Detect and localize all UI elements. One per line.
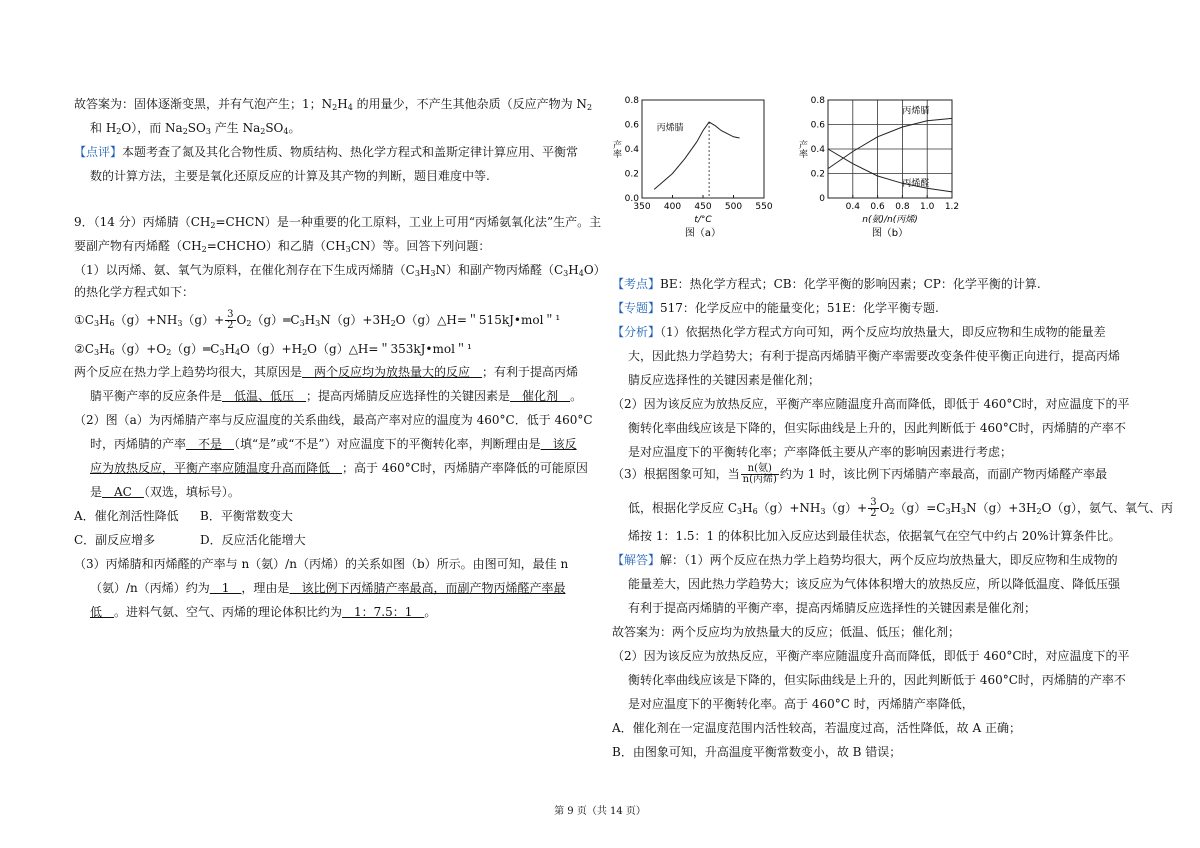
x-axis-label: t/°C xyxy=(694,215,712,225)
fenxi-line-9: 烯按 1：1.5：1 的体积比加入反应达到最佳状态，依据氧气在空气中约占 20%计算条件比。 xyxy=(628,529,1121,543)
q9-line-7: （2）图（a）为丙烯腈产率与反应温度的关系曲线，最高产率对应的温度为 460°C．低于 460°C xyxy=(74,413,593,427)
x-tick-label: 1.2 xyxy=(944,202,960,212)
q9-line-11: （3）丙烯腈和丙烯醛的产率与 n（氨）/n（丙烯）的关系如图（b）所示。由图可知，最佳 n xyxy=(74,557,569,571)
q9-line-12: （氨）/n（丙烯）约为 1 ，理由是 该比例下丙烯腈产率最高，而副产物丙烯醛产率最 xyxy=(90,581,566,595)
q9-line-2: 要副产物有丙烯醛$(CH_2=CHCHO)$和乙腈$(CH_3CN)$等。回答下列问题： xyxy=(74,239,491,254)
fenxi-line-2: 大，因此热力学趋势大；有利于提高丙烯腈平衡产率需要改变条件使平衡正向进行，提高丙烯 xyxy=(628,349,1121,363)
x-tick-label: 0.4 xyxy=(845,202,860,212)
chart-b xyxy=(778,88,978,248)
option-d: D．反应活化能增大 xyxy=(200,533,306,547)
answer-line-1: 故答案为：固体逐渐变黑，并有气泡产生；1；$N_2H_4$ 的用量少，不产生其他杂质（反应产物为 $N_2$ xyxy=(74,97,593,112)
q9-line-10: 是 AC （双选，填标号）。 xyxy=(90,485,240,499)
series-label: 丙烯醛 xyxy=(902,178,930,189)
kaodian-line: 【考点】BE：热化学方程式；CB：化学平衡的影响因素；CP：化学平衡的计算. xyxy=(612,277,1041,291)
y-tick-label: 0.8 xyxy=(810,96,825,106)
fenxi-line-5: 衡转化率曲线应该是下降的，但实际曲线是上升的，因此判断低于 460°C时，丙烯腈的产率不 xyxy=(628,421,1126,435)
fraction: $\frac{3}{2}$ xyxy=(870,497,877,519)
y-tick-label: 0.6 xyxy=(810,120,825,131)
fenxi-line-3: 腈反应选择性的关键因素是催化剂； xyxy=(628,373,821,387)
x-tick-label: 450 xyxy=(694,202,712,212)
y-axis-label: 产率 xyxy=(797,140,807,158)
series-label: 丙烯腈 xyxy=(656,123,684,134)
jieda-line-6: 衡转化率曲线应该是下降的，但实际曲线是上升的，因此判断低于 460°C时，丙烯腈的产率不 xyxy=(628,673,1126,687)
x-axis-label: n(氨)/n(丙烯) xyxy=(862,215,918,225)
jieda-line-9: B．由图象可知，升高温度平衡常数变小，故 B 错误； xyxy=(612,745,902,759)
option-c: C．副反应增多 xyxy=(74,533,156,547)
zhuanti-line: 【专题】517：化学反应中的能量变化；51E：化学平衡专题. xyxy=(612,301,939,315)
y-tick-label: 0.8 xyxy=(624,96,639,106)
x-tick-label: 0.6 xyxy=(870,202,885,212)
answer-line-2: 和 $H_2O$），而 $Na_2SO_3$ 产生 $Na_2SO_4$。 xyxy=(90,121,301,136)
q9-line-5: 两个反应在热力学上趋势均很大，其原因是 两个反应均为放热量大的反应 ；有利于提高丙烯 xyxy=(74,365,579,379)
fenxi-tag: 【分析】 xyxy=(612,325,661,339)
series-line xyxy=(828,118,952,168)
x-tick-label: 1.0 xyxy=(920,202,935,212)
q9-line-1: 9．（14 分）丙烯腈$(CH_2=CHCN)$是一种重要的化工原料，工业上可用“丙烯氨氧化法”生产。主 xyxy=(74,215,602,230)
jieda-line-8: A．催化剂在一定温度范围内活性较高，若温度过高，活性降低，故 A 正确； xyxy=(612,721,1021,735)
x-tick-label: 350 xyxy=(633,202,651,212)
q9-line-6: 腈平衡产率的反应条件是 低温、低压 ；提高丙烯腈反应选择性的关键因素是 催化剂 。 xyxy=(90,389,583,403)
equation-2: $②C_3H_6(g)+O_2(g)═C_3H_4O(g)+H_2O(g)\triangle H=$＂353kJ•mol＂¹ xyxy=(74,342,472,357)
q9-line-3: （1）以丙烯、氨、氧气为原料，在催化剂存在下生成丙烯腈$(C_3H_3N)$和副产物丙烯醛$(C_3H_4O)$ xyxy=(74,263,606,278)
review-line-2: 数的计算方法，主要是氧化还原反应的计算及其产物的判断，题目难度中等. xyxy=(90,169,490,183)
q9-line-9: 应为放热反应，平衡产率应随温度升高而降低 ；高于 460°C时，丙烯腈产率降低的可能原因 xyxy=(90,461,588,475)
q9-line-8: 时，丙烯腈的产率 不是 （填“是”或“不是”）对应温度下的平衡转化率，判断理由是 该反 xyxy=(90,437,577,451)
y-tick-label: 0.2 xyxy=(624,169,639,180)
jieda-tag: 【解答】 xyxy=(612,553,661,567)
jieda-line-2: 能量差大，因此热力学趋势大；该反应为气体体积增大的放热反应，所以降低温度、降低压强 xyxy=(628,577,1121,591)
jieda-line-7: 是对应温度下的平衡转化率。高于 460°C 时，丙烯腈产率降低， xyxy=(628,697,974,711)
jieda-line-4: 故答案为：两个反应均为放热量大的反应；低温、低压；催化剂； xyxy=(612,625,961,639)
y-tick-label: 0.0 xyxy=(624,194,639,204)
fenxi-line-4: （2）因为该反应为放热反应，平衡产率应随温度升高而降低，即低于 460°C时，对应温度下的平 xyxy=(612,397,1130,411)
jieda-line-3: 有利于提高丙烯腈的平衡产率，提高丙烯腈反应选择性的关键因素是催化剂； xyxy=(628,601,1037,615)
fraction: $\frac{\text{n(氨)}}{\text{n(丙烯)}}$ xyxy=(742,463,777,485)
x-tick-label: 400 xyxy=(663,202,682,212)
page-footer: 第 9 页（共 14 页） xyxy=(554,806,646,817)
chart-a xyxy=(598,88,788,248)
y-tick-label: 0 xyxy=(819,194,825,204)
x-tick-label: 0.8 xyxy=(895,202,910,212)
option-a: A．催化剂活性降低 xyxy=(74,509,179,523)
series-label: 丙烯腈 xyxy=(902,106,930,117)
fenxi-line-6: 是对应温度下的平衡转化率；产率降低主要从产率的影响因素进行考虑； xyxy=(628,445,1013,459)
x-tick-label: 550 xyxy=(755,202,773,212)
fenxi-line-7: （3）根据图象可知，当 $\frac{\text{n(氨)}}{\text{n(丙烯)}}$ 约为 1 时，该比例下丙烯腈产率最高，而副产物丙烯醛产率最 xyxy=(612,463,1108,485)
chart-caption: 图（a） xyxy=(684,228,722,239)
review-tag: 【点评】 xyxy=(74,145,123,159)
option-b: B．平衡常数变大 xyxy=(200,509,293,523)
jieda-line-5: （2）因为该反应为放热反应，平衡产率应随温度升高而降低，即低于 460°C时，对应温度下的平 xyxy=(612,649,1130,663)
q9-line-4: 的热化学方程式如下： xyxy=(74,285,195,299)
fraction: $\frac{3}{2}$ xyxy=(227,309,234,331)
chart-caption: 图（b） xyxy=(871,228,909,239)
plot-frame xyxy=(642,100,764,198)
fenxi-line-8: 低，根据化学反应 $C_3H_6(g)+NH_3(g)+$ $\frac{3}{2}$ $O_2(g)=C_3H_3N(g)+3H_2O(g)$，氨气、氧气、丙 xyxy=(628,497,1174,519)
y-tick-label: 0.4 xyxy=(810,145,825,155)
equation-1: $①C_3H_6(g)+NH_3(g)+$ $\frac{3}{2}$ $O_2(g)═C_3H_3N(g)+3H_2O(g)\triangle H=$＂515kJ•mol＂¹ xyxy=(74,309,561,331)
y-tick-label: 0.2 xyxy=(810,169,825,180)
y-tick-label: 0.6 xyxy=(624,120,639,131)
y-tick-label: 0.4 xyxy=(624,145,639,155)
kaodian-tag: 【考点】 xyxy=(612,277,661,291)
q9-line-13: 低 。进料气氨、空气、丙烯的理论体积比约为 1：7.5：1 。 xyxy=(90,605,437,619)
review-line-1: 【点评】本题考查了氮及其化合物性质、物质结构、热化学方程式和盖斯定律计算应用、平衡常 xyxy=(74,145,579,159)
zhuanti-tag: 【专题】 xyxy=(612,301,661,315)
y-axis-label: 产率 xyxy=(611,140,621,158)
fenxi-line-1: 【分析】（1）依据热化学方程式方向可知，两个反应均放热量大，即反应物和生成物的能量差 xyxy=(612,325,1106,339)
x-tick-label: 500 xyxy=(724,202,743,212)
jieda-line-1: 【解答】解：（1）两个反应在热力学上趋势均很大，两个反应均放热量大，即反应物和生成物的 xyxy=(612,553,1118,567)
